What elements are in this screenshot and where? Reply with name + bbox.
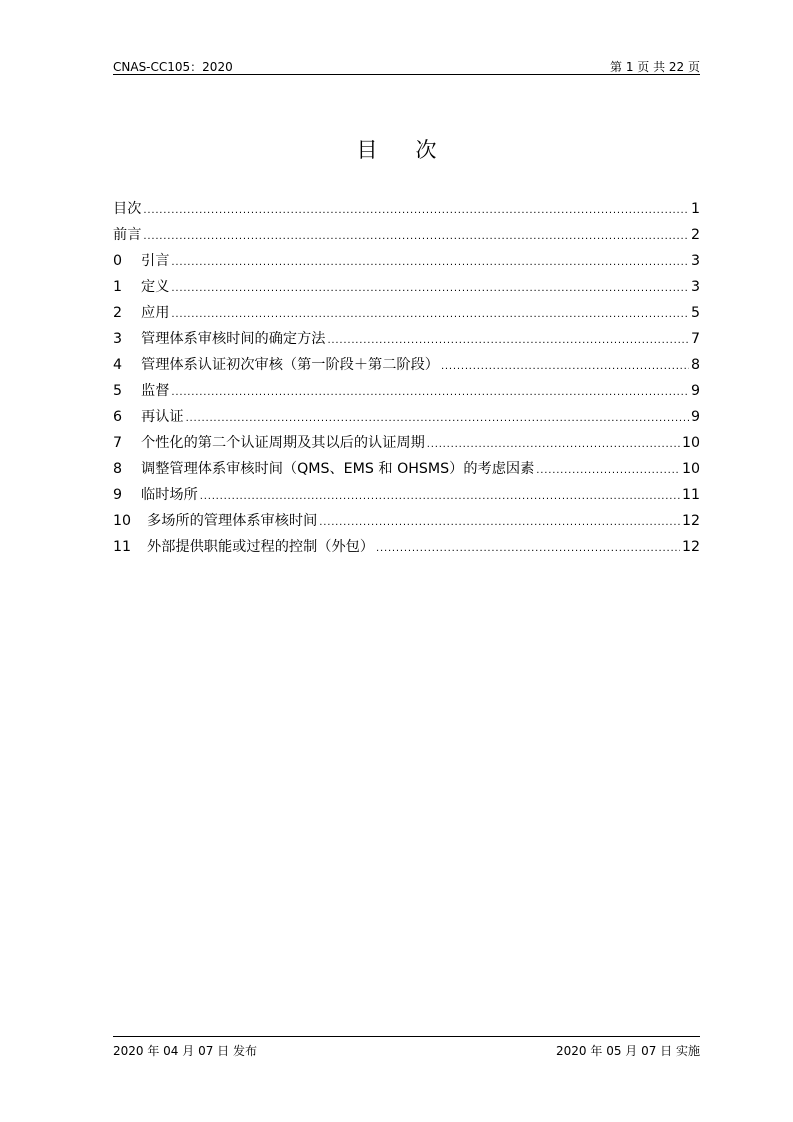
toc-entry[interactable] xyxy=(113,432,700,458)
table-of-contents xyxy=(113,198,700,562)
toc-entry-number: 10 xyxy=(113,513,132,529)
toc-entry-title: 个性化的第二个认证周期及其以后的认证周期 xyxy=(141,435,425,451)
toc-leader-dots xyxy=(441,362,689,372)
title-char-2: 次 xyxy=(415,138,437,162)
toc-leader-dots xyxy=(143,232,689,242)
toc-entry[interactable] xyxy=(113,406,700,432)
toc-entry[interactable] xyxy=(113,328,700,354)
toc-entry-title: 目次 xyxy=(113,201,142,217)
toc-entry-page: 9 xyxy=(690,383,700,399)
toc-entry-page: 11 xyxy=(681,487,700,503)
toc-entry-number: 7 xyxy=(113,435,123,451)
toc-leader-dots xyxy=(171,310,689,320)
toc-entry[interactable] xyxy=(113,510,700,536)
toc-entry-number: 8 xyxy=(113,461,123,477)
toc-entry[interactable] xyxy=(113,354,700,380)
document-code: CNAS-CC105：2020 xyxy=(113,60,233,74)
toc-entry[interactable] xyxy=(113,380,700,406)
toc-entry-number: 4 xyxy=(113,357,123,373)
toc-leader-dots xyxy=(186,414,689,424)
toc-leader-dots xyxy=(536,466,680,476)
toc-entry[interactable] xyxy=(113,276,700,302)
toc-entry-number: 6 xyxy=(113,409,123,425)
toc-entry[interactable] xyxy=(113,484,700,510)
toc-entry-page: 12 xyxy=(681,539,700,555)
toc-entry-number: 5 xyxy=(113,383,123,399)
toc-entry-title: 多场所的管理体系审核时间 xyxy=(147,513,318,529)
toc-entry-title: 临时场所 xyxy=(141,487,198,503)
page-title xyxy=(0,134,793,164)
toc-entry-title: 引言 xyxy=(141,253,170,269)
toc-leader-dots xyxy=(171,284,689,294)
toc-entry-title: 调整管理体系审核时间（QMS、EMS 和 OHSMS）的考虑因素 xyxy=(141,461,535,477)
toc-entry-page: 2 xyxy=(690,227,700,243)
toc-entry-page: 1 xyxy=(690,201,700,217)
toc-entry-title: 监督 xyxy=(141,383,170,399)
toc-entry-page: 9 xyxy=(690,409,700,425)
toc-entry-page: 10 xyxy=(681,435,700,451)
title-char-1: 目 xyxy=(356,138,378,162)
toc-entry-page: 5 xyxy=(690,305,700,321)
toc-entry-title: 前言 xyxy=(113,227,142,243)
toc-leader-dots xyxy=(427,440,680,450)
effective-date: 2020 年 05 月 07 日 实施 xyxy=(556,1044,700,1058)
page-header xyxy=(113,56,700,75)
toc-entry-page: 7 xyxy=(690,331,700,347)
toc-entry-page: 3 xyxy=(690,279,700,295)
toc-entry-title: 管理体系审核时间的确定方法 xyxy=(141,331,326,347)
toc-entry-title: 管理体系认证初次审核（第一阶段＋第二阶段） xyxy=(141,357,439,373)
toc-entry[interactable] xyxy=(113,250,700,276)
toc-entry[interactable] xyxy=(113,536,700,562)
toc-entry[interactable] xyxy=(113,198,700,224)
toc-entry-number: 2 xyxy=(113,305,123,321)
page-number-info: 第 1 页 共 22 页 xyxy=(610,60,700,74)
toc-leader-dots xyxy=(171,258,689,268)
toc-leader-dots xyxy=(376,544,680,554)
toc-entry-number: 9 xyxy=(113,487,123,503)
toc-entry-page: 12 xyxy=(681,513,700,529)
toc-entry[interactable] xyxy=(113,224,700,250)
publish-date: 2020 年 04 月 07 日 发布 xyxy=(113,1044,257,1058)
toc-entry-title: 外部提供职能或过程的控制（外包） xyxy=(147,539,375,555)
toc-entry-number: 1 xyxy=(113,279,123,295)
toc-leader-dots xyxy=(327,336,689,346)
page-footer xyxy=(113,1036,700,1057)
toc-entry-number: 0 xyxy=(113,253,123,269)
toc-entry-page: 10 xyxy=(681,461,700,477)
toc-entry-number: 3 xyxy=(113,331,123,347)
toc-entry-number: 11 xyxy=(113,539,132,555)
toc-entry-page: 8 xyxy=(690,357,700,373)
toc-entry-title: 再认证 xyxy=(141,409,184,425)
toc-leader-dots xyxy=(171,388,689,398)
toc-entry-page: 3 xyxy=(690,253,700,269)
toc-entry[interactable] xyxy=(113,458,700,484)
toc-entry-title: 应用 xyxy=(141,305,170,321)
toc-entry[interactable] xyxy=(113,302,700,328)
toc-leader-dots xyxy=(319,518,680,528)
toc-leader-dots xyxy=(200,492,680,502)
toc-entry-title: 定义 xyxy=(141,279,170,295)
toc-leader-dots xyxy=(143,206,689,216)
